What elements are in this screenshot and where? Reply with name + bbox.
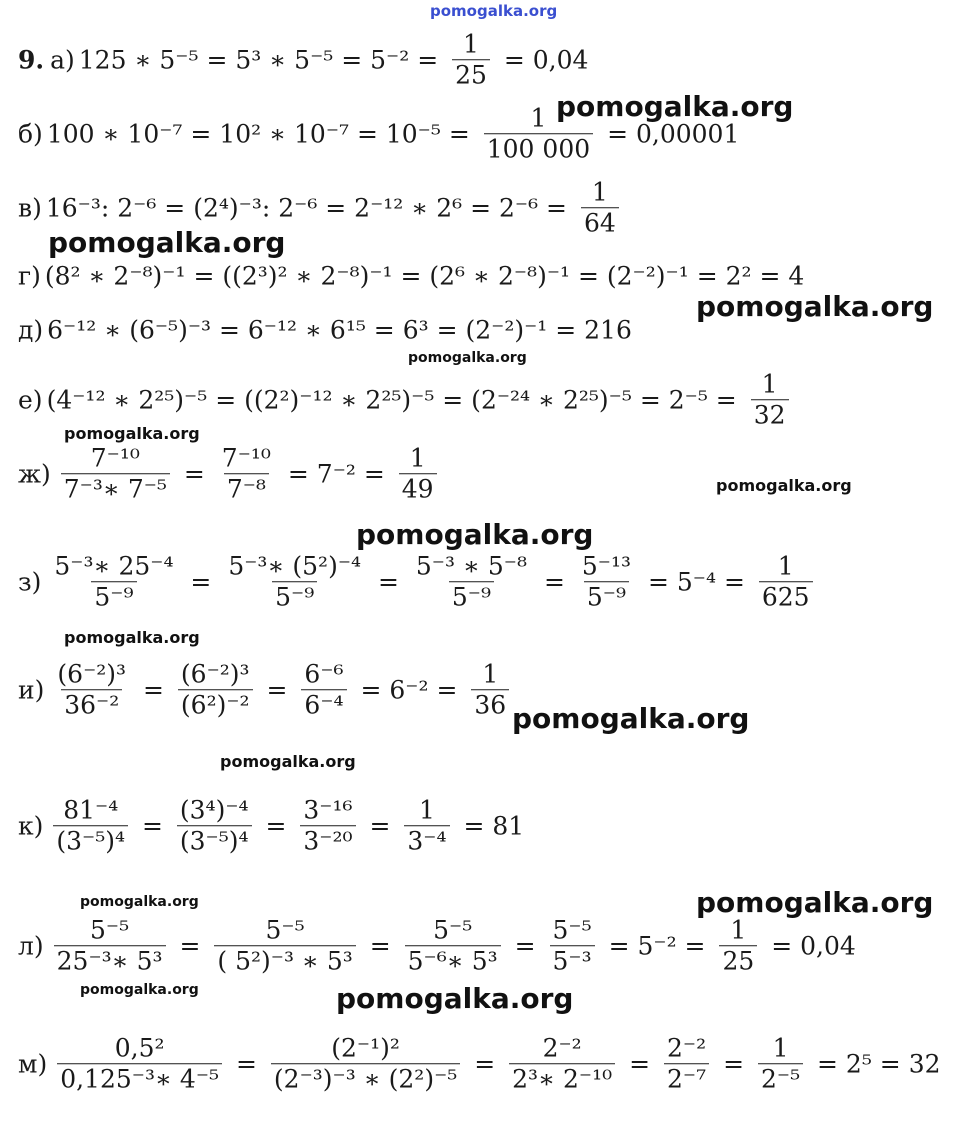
fraction-numerator: 1 (482, 659, 499, 689)
fraction (57, 1035, 222, 1093)
fraction-denominator: 64 (581, 208, 619, 237)
expression-text: (8² ∗ 2⁻⁸)⁻¹ = ((2³)² ∗ 2⁻⁸)⁻¹ = (2⁶ ∗ 2⁻⁸)⁻¹ = (2⁻²)⁻¹ = 2² = 4 (44, 261, 805, 291)
expression-text: = (258, 675, 296, 705)
fraction (579, 553, 634, 611)
fraction-numerator: 1 (777, 551, 794, 581)
fraction (413, 553, 530, 611)
fraction-denominator: 7⁻⁸ (224, 474, 269, 503)
watermark: pomogalka.org (80, 894, 199, 910)
fraction-denominator: (3⁻⁵)⁴ (53, 826, 128, 855)
expression-text: = (370, 567, 407, 597)
expression-text: = (466, 1049, 504, 1079)
fraction-denominator: 49 (399, 474, 437, 503)
fraction-denominator: 2⁻⁷ (664, 1064, 709, 1093)
fraction (54, 917, 166, 975)
watermark: pomogalka.org (336, 982, 574, 1015)
fraction-numerator: 1 (761, 369, 778, 399)
fraction (405, 917, 501, 975)
fraction-denominator: 2³∗ 2⁻¹⁰ (509, 1064, 615, 1093)
fraction-numerator: 5⁻⁵ (552, 915, 592, 945)
expression-text: = 7⁻² = (279, 459, 393, 489)
expression-text: 125 ∗ 5⁻⁵ = 5³ ∗ 5⁻⁵ = 5⁻² = (78, 45, 447, 75)
expression-text: = 0,04 (495, 45, 589, 75)
expression-text: 16⁻³: 2⁻⁶ = (2⁴)⁻³: 2⁻⁶ = 2⁻¹² ∗ 2⁶ = 2⁻⁶ = (45, 193, 575, 223)
item-label: л) (18, 931, 44, 961)
fraction-denominator: 25 (719, 946, 757, 975)
fraction-denominator: 5⁻³ (550, 946, 595, 975)
watermark: pomogalka.org (408, 350, 527, 366)
expression-text: = (175, 459, 213, 489)
solution-line-i (18, 661, 515, 719)
fraction-numerator: 6⁻⁶ (304, 659, 344, 689)
fraction (399, 445, 437, 503)
fraction (452, 31, 490, 89)
fraction (550, 917, 595, 975)
item-label: г) (18, 261, 41, 291)
fraction-denominator: 100 000 (484, 134, 593, 163)
fraction-numerator: 2⁻² (542, 1033, 582, 1063)
expression-text: = 2⁵ = 32 (809, 1049, 941, 1079)
watermark: pomogalka.org (48, 226, 286, 259)
fraction (178, 661, 253, 719)
fraction (271, 1035, 460, 1093)
item-label: з) (18, 567, 42, 597)
fraction-denominator: 0,125⁻³∗ 4⁻⁵ (57, 1064, 222, 1093)
fraction (301, 661, 346, 719)
fraction (214, 917, 355, 975)
fraction-denominator: 2⁻⁵ (758, 1064, 803, 1093)
watermark: pomogalka.org (64, 628, 200, 647)
item-label: д) (18, 315, 44, 345)
expression-text: = (361, 931, 399, 961)
solution-line-m (18, 1035, 941, 1093)
fraction-numerator: 1 (419, 795, 435, 825)
watermark: pomogalka.org (220, 752, 356, 771)
item-label: а) (50, 45, 75, 75)
solution-line-e (18, 371, 795, 429)
fraction-numerator: (3⁴)⁻⁴ (179, 795, 249, 825)
expression-text: = (715, 1049, 752, 1079)
fraction-numerator: (6⁻²)³ (180, 659, 250, 689)
watermark: pomogalka.org (696, 886, 934, 919)
fraction (751, 371, 789, 429)
fraction-numerator: 5⁻¹³ (581, 551, 632, 581)
fraction (219, 445, 274, 503)
solution-line-z (18, 553, 819, 611)
watermark: pomogalka.org (696, 290, 934, 323)
fraction-numerator: 5⁻⁵ (265, 915, 305, 945)
expression-text: = 6⁻² = (352, 675, 466, 705)
fraction-denominator: (6²)⁻² (178, 690, 253, 719)
watermark: pomogalka.org (556, 90, 794, 123)
fraction-numerator: 1 (463, 29, 479, 59)
item-label: ж) (18, 459, 51, 489)
item-label: к) (18, 811, 44, 841)
solution-line-k (18, 797, 524, 855)
fraction (719, 917, 757, 975)
fraction-denominator: (2⁻³)⁻³ ∗ (2²)⁻⁵ (271, 1064, 460, 1093)
fraction (581, 179, 619, 237)
fraction (404, 797, 449, 855)
fraction-denominator: 3⁻²⁰ (300, 826, 355, 855)
fraction-denominator: 5⁻⁹ (272, 582, 317, 611)
fraction-denominator: 25 (452, 60, 490, 89)
watermark: pomogalka.org (716, 476, 852, 495)
fraction-numerator: 81⁻⁴ (63, 795, 119, 825)
fraction-numerator: 5⁻⁵ (90, 915, 130, 945)
expression-text: 100 ∗ 10⁻⁷ = 10² ∗ 10⁻⁷ = 10⁻⁵ = (46, 119, 478, 149)
fraction-denominator: (3⁻⁵)⁴ (177, 826, 252, 855)
fraction-denominator: 32 (751, 400, 789, 429)
watermark: pomogalka.org (356, 518, 594, 551)
fraction-denominator: 5⁻⁹ (584, 582, 629, 611)
fraction-numerator: (6⁻²)³ (57, 659, 127, 689)
expression-text: 6⁻¹² ∗ (6⁻⁵)⁻³ = 6⁻¹² ∗ 6¹⁵ = 6³ = (2⁻²)⁻¹ = 216 (47, 315, 632, 345)
fraction (177, 797, 252, 855)
fraction (758, 1035, 803, 1093)
fraction-denominator: 6⁻⁴ (301, 690, 346, 719)
expression-text: (4⁻¹² ∗ 2²⁵)⁻⁵ = ((2²)⁻¹² ∗ 2²⁵)⁻⁵ = (2⁻²⁴ ∗ 2²⁵)⁻⁵ = 2⁻⁵ = (46, 385, 745, 415)
expression-text: = 5⁻² = (600, 931, 714, 961)
fraction-numerator: 5⁻⁵ (433, 915, 473, 945)
task-number: 9. (18, 45, 45, 75)
expression-text: = (536, 567, 573, 597)
fraction-numerator: 0,5² (114, 1033, 165, 1063)
fraction-numerator: 5⁻³∗ 25⁻⁴ (54, 551, 174, 581)
fraction-numerator: 5⁻³ ∗ 5⁻⁸ (415, 551, 528, 581)
solution-line-a (18, 31, 588, 89)
fraction-numerator: 1 (730, 915, 747, 945)
expression-text: = (361, 811, 399, 841)
solution-line-l (18, 917, 856, 975)
fraction (225, 553, 364, 611)
fraction-numerator: 1 (409, 443, 426, 473)
fraction-denominator: 7⁻³∗ 7⁻⁵ (61, 474, 170, 503)
fraction-numerator: 1 (530, 103, 547, 133)
item-label: в) (18, 193, 42, 223)
fraction-denominator: 25⁻³∗ 5³ (54, 946, 166, 975)
expression-text: = (506, 931, 544, 961)
solution-line-g (18, 262, 804, 291)
fraction-numerator: 1 (772, 1033, 789, 1063)
watermark: pomogalka.org (64, 424, 200, 443)
expression-text: = (257, 811, 295, 841)
fraction-numerator: 1 (591, 177, 608, 207)
fraction (759, 553, 813, 611)
expression-text: = 0,00001 (599, 119, 740, 149)
fraction-denominator: 5⁻⁹ (449, 582, 494, 611)
expression-text: = (135, 675, 172, 705)
item-label: б) (18, 119, 43, 149)
fraction-numerator: 2⁻² (667, 1033, 707, 1063)
fraction-numerator: (2⁻¹)² (331, 1033, 400, 1063)
fraction-denominator: ( 5²)⁻³ ∗ 5³ (214, 946, 355, 975)
watermark-top: pomogalka.org (430, 2, 558, 20)
fraction (664, 1035, 709, 1093)
fraction-denominator: 3⁻⁴ (404, 826, 449, 855)
fraction-numerator: 5⁻³∗ (5²)⁻⁴ (228, 551, 362, 581)
expression-text: = (621, 1049, 658, 1079)
expression-text: = (171, 931, 209, 961)
fraction-numerator: 7⁻¹⁰ (90, 443, 140, 473)
fraction-denominator: 36⁻² (61, 690, 122, 719)
expression-text: = 5⁻⁴ = (640, 567, 753, 597)
fraction (300, 797, 355, 855)
fraction-denominator: 36 (471, 690, 509, 719)
fraction-denominator: 5⁻⁶∗ 5³ (405, 946, 501, 975)
fraction (509, 1035, 615, 1093)
solution-line-d (18, 316, 632, 345)
watermark: pomogalka.org (512, 702, 750, 735)
expression-text: = (182, 567, 220, 597)
fraction-numerator: 3⁻¹⁶ (303, 795, 353, 825)
fraction (51, 553, 176, 611)
fraction (61, 445, 170, 503)
fraction-denominator: 625 (759, 582, 813, 611)
item-label: м) (18, 1049, 48, 1079)
fraction (54, 661, 129, 719)
expression-text: = (228, 1049, 265, 1079)
item-label: е) (18, 385, 43, 415)
fraction-numerator: 7⁻¹⁰ (221, 443, 271, 473)
expression-text: = (134, 811, 171, 841)
item-label: и) (18, 675, 45, 705)
fraction (471, 661, 509, 719)
solution-line-zh (18, 445, 443, 503)
fraction-denominator: 5⁻⁹ (91, 582, 136, 611)
watermark: pomogalka.org (80, 982, 199, 998)
expression-text: = 81 (455, 811, 525, 841)
fraction (53, 797, 128, 855)
expression-text: = 0,04 (763, 931, 856, 961)
